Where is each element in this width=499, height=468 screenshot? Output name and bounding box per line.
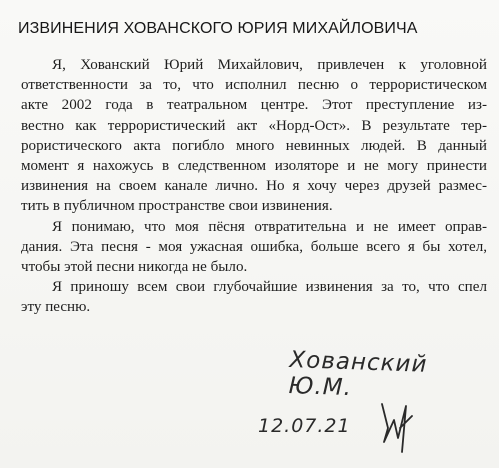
text-line: акте 2002 года в театральном центре. Этот преступление из- <box>21 97 487 114</box>
text-line: Я приношу всем свои глубочайшие извинения за то, что спел <box>52 279 487 296</box>
text-line: вестно как террористический акт «Норд-Ост». В результате тер- <box>21 117 487 134</box>
text-line: Я понимаю, что моя пёсня отвратительна и не имеет оправ- <box>52 218 487 235</box>
letter-body <box>21 55 487 318</box>
text-line: извинения на своем канале лично. Но я хочу через друзей размес- <box>21 178 487 195</box>
text-line: дания. Эта песня - моя ужасная ошибка, больше всего я бы хотел, <box>21 238 487 255</box>
text-line: рористического акта погибло много невинных людей. В данный <box>21 137 487 154</box>
text-line: Я, Хованский Юрий Михайлович, привлечен к уголовной <box>52 57 487 73</box>
document-title: ИЗВИНЕНИЯ ХОВАНСКОГО ЮРИЯ МИХАЙЛОВИЧА <box>18 20 418 37</box>
signature-mark <box>376 398 416 454</box>
text-line: момент я нахожусь в следственном изоляторе и не могу принести <box>21 158 487 175</box>
handwritten-date: 12.07.21 <box>258 415 351 437</box>
handwritten-name: Хованский Ю.М. <box>288 347 428 402</box>
text-line: эту песню. <box>21 299 91 316</box>
text-line: чтобы этой песни никогда не было. <box>21 259 248 276</box>
text-line: тить в публичном пространстве свои извинения. <box>21 198 333 215</box>
text-line: ответственности за то, что исполнил песню о террористическом <box>21 77 487 94</box>
